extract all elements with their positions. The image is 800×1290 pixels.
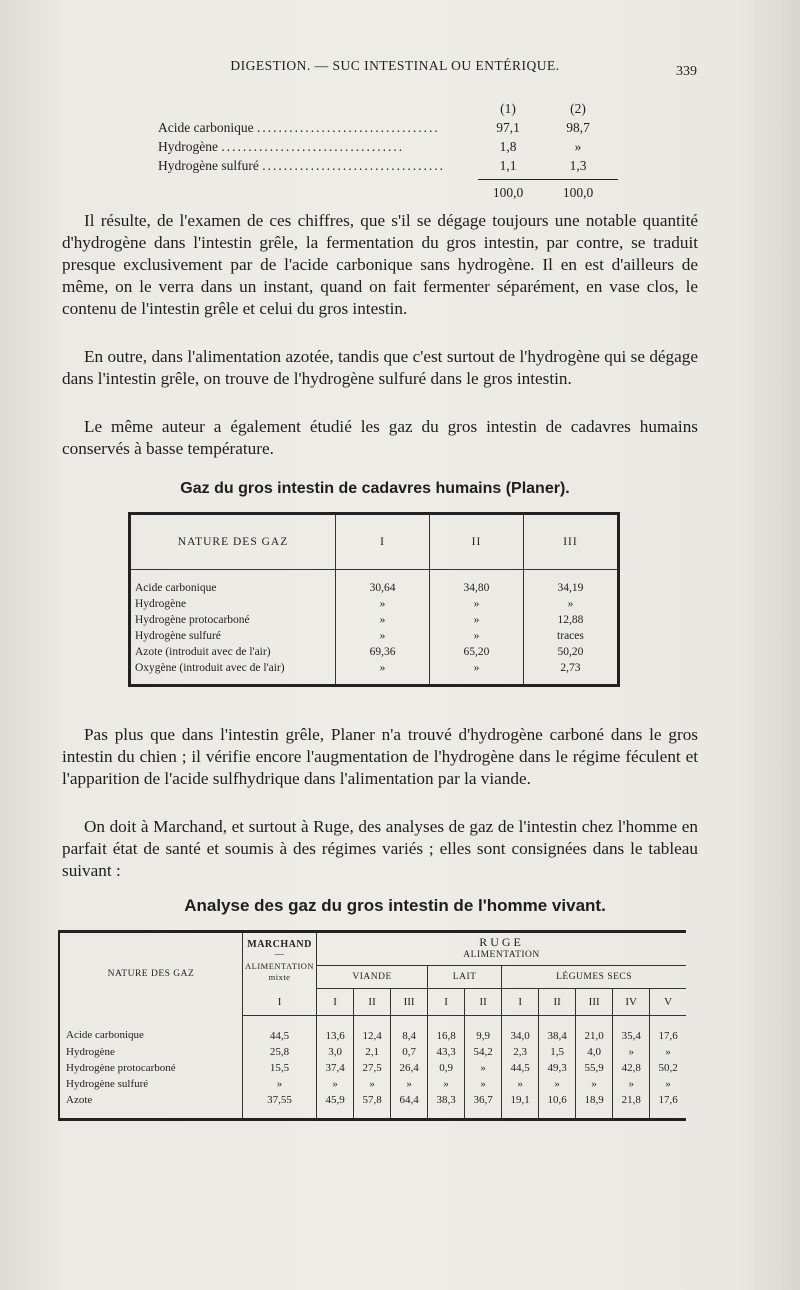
table-caption: Gaz du gros intestin de cadavres humains (Planer).: [180, 480, 570, 497]
table-row: [158, 155, 628, 174]
sum-rule: [478, 179, 618, 180]
row-label: Hydrogène: [135, 598, 187, 610]
row-label: Oxygène (introduit avec de l'air): [135, 662, 285, 674]
table-row: Oxygène (introduit avec de l'air) » » 2,73: [130, 660, 619, 686]
row-label: Hydrogène protocarboné: [135, 614, 250, 626]
ruge-marchand-gas-table: [58, 930, 686, 1121]
cell-value: 1,1: [499, 158, 517, 173]
total-value: 100,0: [562, 185, 594, 200]
table-row: Hydrogène protocarboné 15,5 37,4 27,5 26,4 0,9 » 44,5 49,3 55,9 42,8 50,2: [59, 1060, 686, 1076]
table-row: Azote 37,55 45,9 57,8 64,4 38,3 36,7 19,1 10,6 18,9 21,8 17,6: [59, 1092, 686, 1120]
column-number: II: [354, 989, 391, 1016]
column-number: I: [317, 989, 354, 1016]
paragraph: Il résulte, de l'examen de ces chiffres, que s'il se dégage toujours une notable quantité d'hydrogène dans l'intestin grêle, la fermentation du gros intestin, par contre, se traduit presque exclusivement par de l'acide carbonique sans hydrogène. Il en est d'ailleurs de même, on le verra dans un instant, quand on fait fermenter séparément, en vase clos, le contenu de l'intestin grêle et celui du gros intestin.: [62, 211, 698, 318]
column-number: II: [539, 989, 576, 1016]
column-header: (2): [570, 101, 586, 116]
group-header: LAIT: [428, 966, 502, 989]
column-number: I: [502, 989, 539, 1016]
column-header: NATURE DES GAZ: [130, 514, 336, 570]
running-title: DIGESTION. — SUC INTESTINAL OU ENTÉRIQUE.: [230, 58, 560, 73]
row-label: Hydrogène: [66, 1045, 115, 1058]
column-number: III: [576, 989, 613, 1016]
column-header-row: [158, 98, 628, 117]
row-label: Hydrogène: [158, 139, 218, 154]
table-row: Hydrogène sulfuré » » » » » » » » » » »: [59, 1076, 686, 1092]
page-number: 339: [676, 64, 697, 79]
column-number: III: [391, 989, 428, 1016]
planer-gas-table: [128, 512, 620, 687]
table-row: Acide carbonique 30,64 34,80 34,19: [130, 570, 619, 597]
totals-row: [158, 182, 628, 201]
column-number: IV: [613, 989, 650, 1016]
paragraph: Pas plus que dans l'intestin grêle, Planer n'a trouvé d'hydrogène carboné dans le gros intestin du chien ; il vérifie encore l'augmentation de l'hydrogène dans le régime féculent et l'apparition de l'acide sulfhydrique dans l'alimentation par la viande.: [62, 725, 698, 788]
row-label: Azote: [66, 1093, 93, 1106]
column-header: (1): [500, 101, 516, 116]
table-row: [158, 136, 628, 155]
paragraph: Le même auteur a également étudié les gaz du gros intestin de cadavres humains conservés à basse température.: [62, 417, 698, 458]
table-row: Acide carbonique 44,5 13,6 12,4 8,4 16,8 9,9 34,0 38,4 21,0 35,4 17,6: [59, 1015, 686, 1044]
leader-dots: ..................................: [262, 158, 445, 173]
table-caption: Analyse des gaz du gros intestin de l'homme vivant.: [184, 896, 606, 915]
table-row: Azote (introduit avec de l'air) 69,36 65,20 50,20: [130, 644, 619, 660]
row-label: Hydrogène sulfuré: [158, 158, 259, 173]
table-row: Hydrogène » » »: [130, 596, 619, 612]
cell-value: 1,3: [569, 158, 587, 173]
table-row: [158, 117, 628, 136]
cell-value: »: [574, 139, 582, 154]
paragraph: On doit à Marchand, et surtout à Ruge, des analyses de gaz de l'intestin chez l'homme en parfait état de santé et soumis à des régimes variés ; elles sont consignées dans le tableau suivant :: [62, 817, 698, 880]
row-label: Acide carbonique: [135, 582, 217, 594]
column-number: V: [650, 989, 686, 1016]
column-header: NATURE DES GAZ: [107, 969, 195, 979]
table-row: Hydrogène sulfuré » » traces: [130, 628, 619, 644]
total-value: 100,0: [492, 185, 524, 200]
column-number: II: [465, 989, 502, 1016]
column-header: II: [429, 514, 523, 570]
cell-value: 98,7: [566, 120, 590, 135]
header-row: [130, 514, 619, 570]
leader-dots: ..................................: [221, 139, 405, 154]
row-label: Azote (introduit avec de l'air): [135, 646, 271, 658]
table-row: Hydrogène protocarboné » » 12,88: [130, 612, 619, 628]
row-label: Hydrogène protocarboné: [66, 1061, 176, 1074]
column-header: I: [336, 514, 430, 570]
gas-composition-table: [158, 98, 628, 201]
row-label: Acide carbonique: [66, 1029, 144, 1042]
row-label: Hydrogène sulfuré: [135, 630, 221, 642]
group-header: LÉGUMES SECS: [502, 966, 686, 989]
row-label: Acide carbonique: [158, 120, 254, 135]
paragraph: En outre, dans l'alimentation azotée, tandis que c'est surtout de l'hydrogène qui se dégage dans l'intestin grêle, on trouve de l'hydrogène sulfuré dans le gros intestin.: [62, 347, 698, 388]
group-header: VIANDE: [317, 966, 428, 989]
marchand-header: MARCHAND — ALIMENTATION mixte: [243, 932, 317, 989]
table-row: Hydrogène 25,8 3,0 2,1 0,7 43,3 54,2 2,3 1,5 4,0 » »: [59, 1044, 686, 1060]
row-label: Hydrogène sulfuré: [66, 1077, 149, 1090]
cell-value: 1,8: [499, 139, 517, 154]
column-number: I: [243, 989, 317, 1016]
cell-value: 97,1: [496, 120, 520, 135]
column-number: I: [428, 989, 465, 1016]
ruge-header: RUGE ALIMENTATION: [317, 932, 686, 966]
column-header: III: [523, 514, 618, 570]
leader-dots: ..................................: [256, 120, 440, 135]
